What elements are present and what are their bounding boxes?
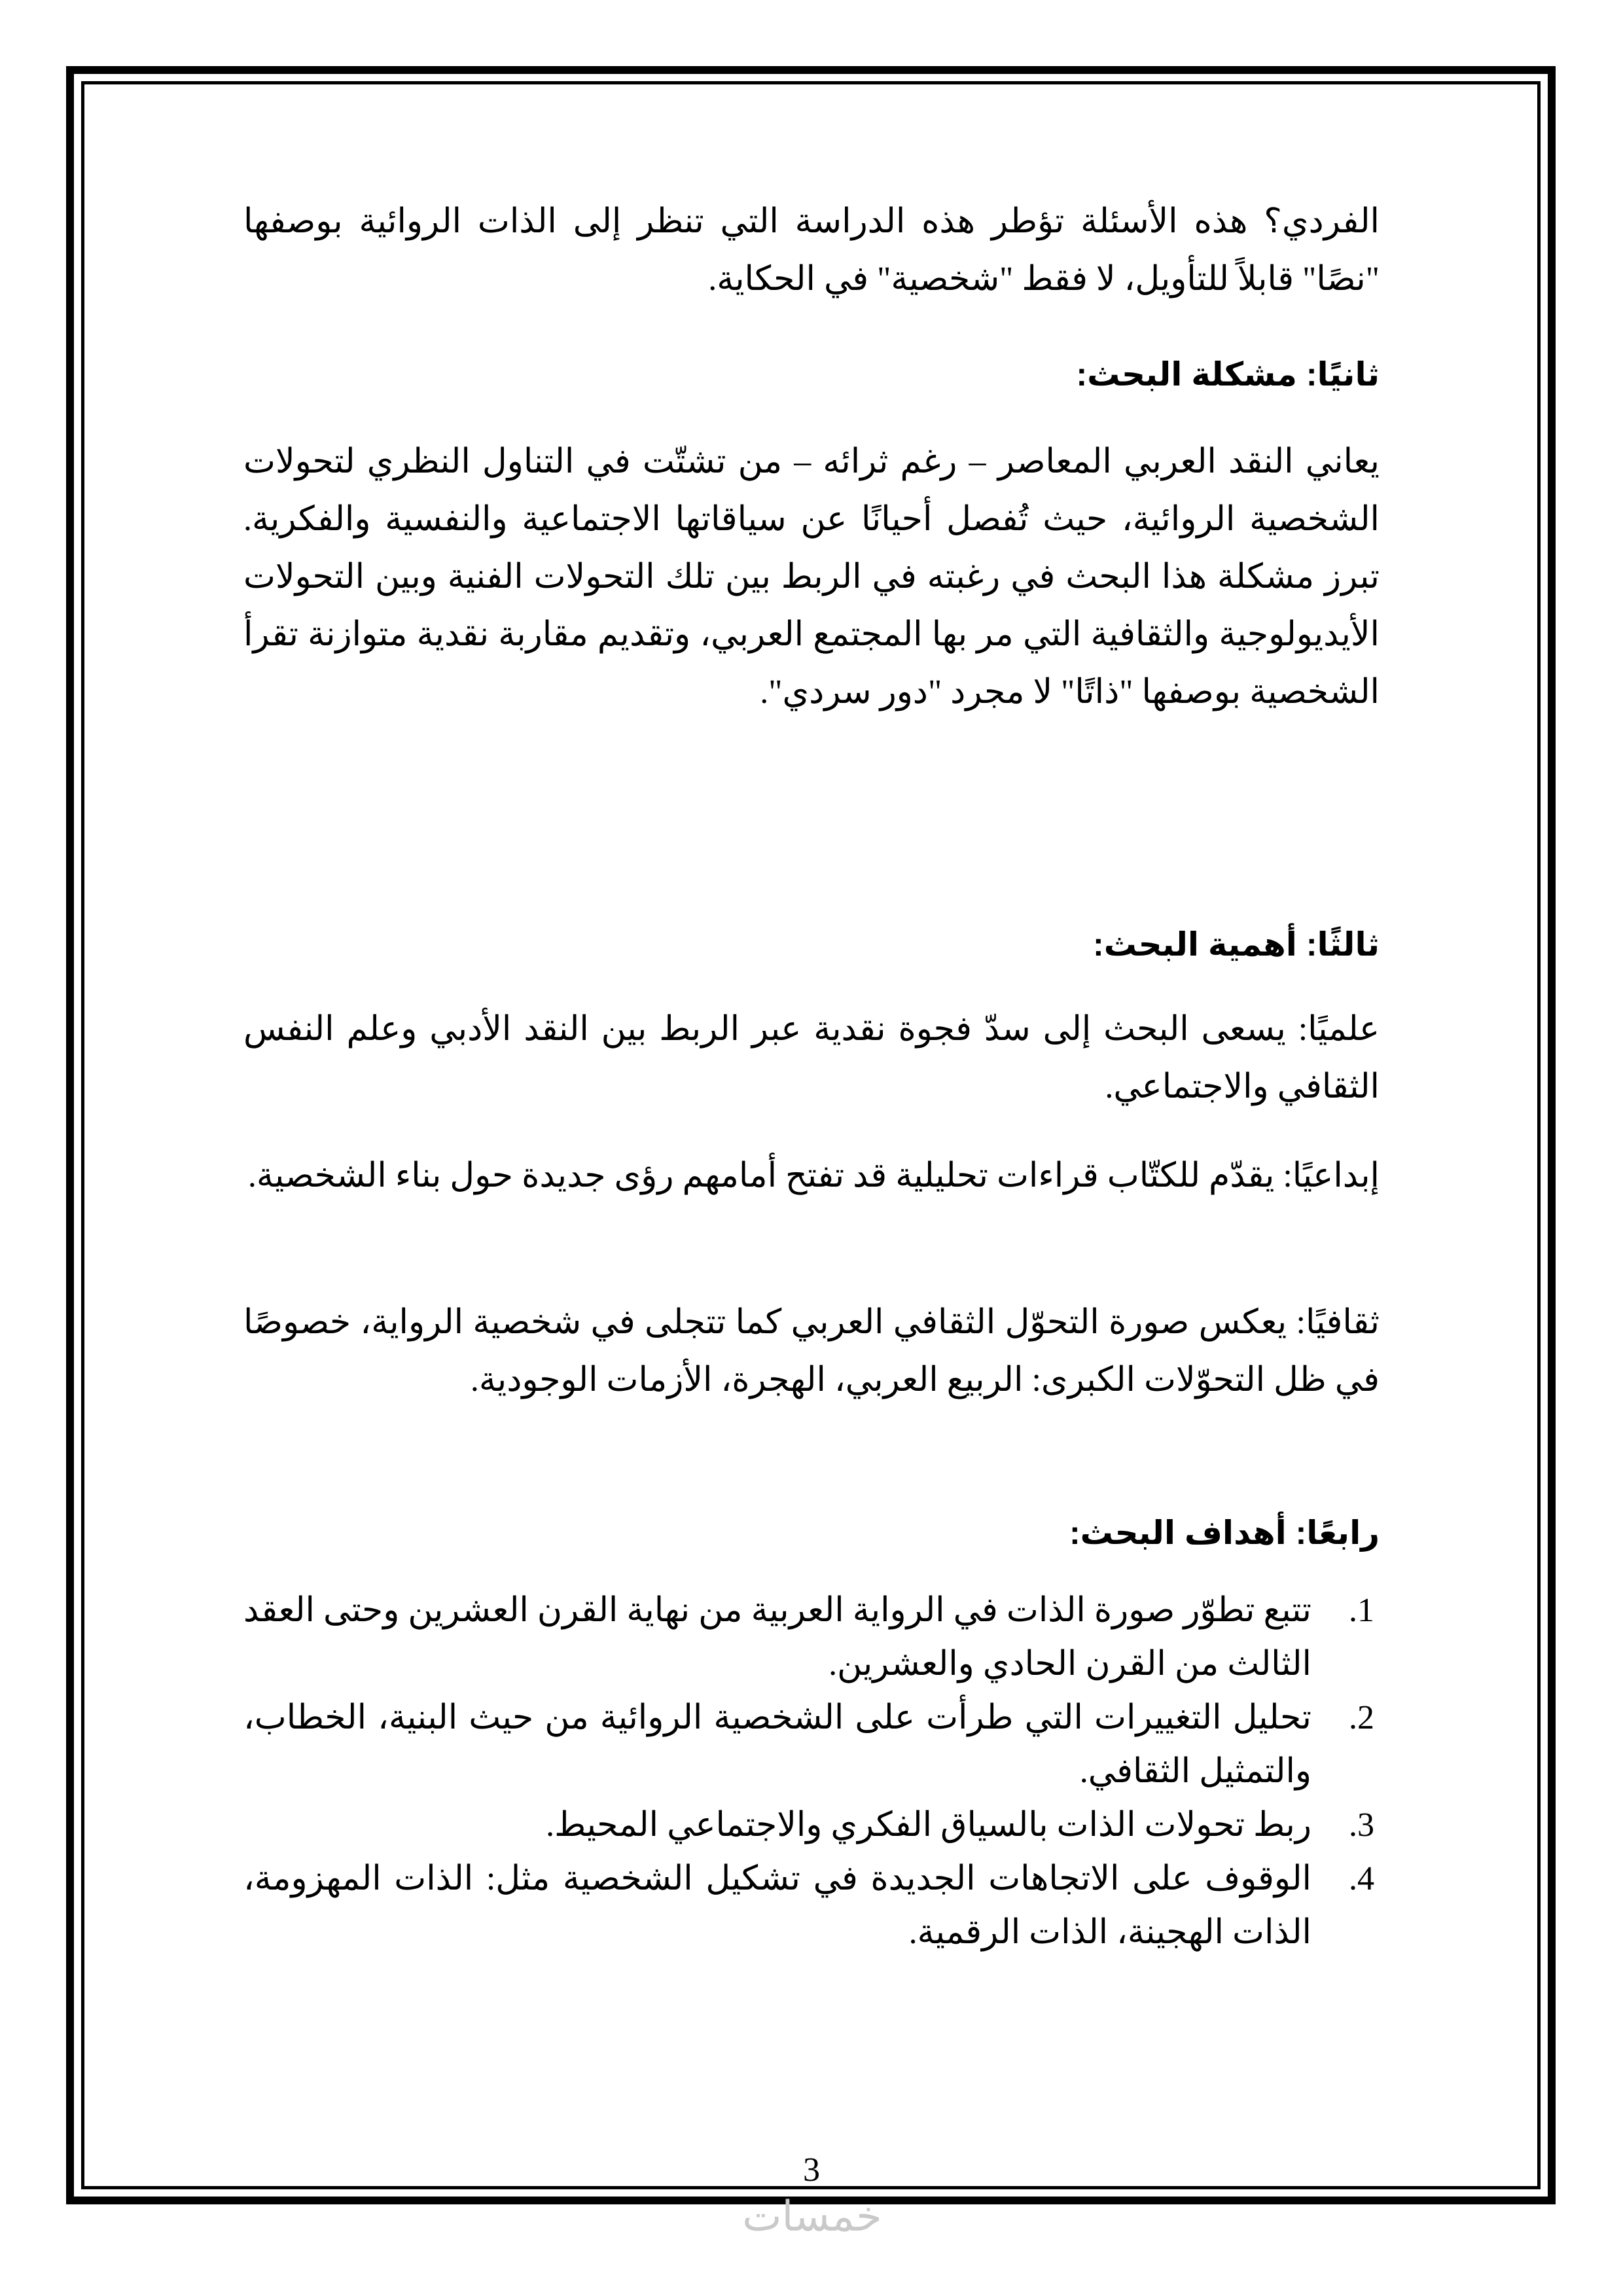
problem-paragraph: يعاني النقد العربي المعاصر – رغم ثرائه – من تشتّت في التناول النظري لتحولات الشخصية الروائية، حيث تُفصل أحيانًا عن سياقاتها الاجتماعية والنفسية والفكرية. تبرز مشكلة هذا البحث في رغبته في الربط بين تلك التحولات الفنية وبين التحولات الأيديولوجية والثقافية التي مر بها المجتمع العربي، وتقديم مقاربة نقدية متوازنة تقرأ الشخصية بوصفها "ذاتًا" لا مجرد "دور سردي". xyxy=(243,443,1380,711)
section-heading-importance: ثالثًا: أهمية البحث: xyxy=(1093,926,1380,963)
list-item xyxy=(243,1852,1380,1960)
importance-scientific: علميًا: يسعى البحث إلى سدّ فجوة نقدية عبر الربط بين النقد الأدبي وعلم النفس الثقافي والاجتماعي. xyxy=(243,1011,1380,1105)
list-text: تحليل التغييرات التي طرأت على الشخصية الروائية من حيث البنية، الخطاب، والتمثيل الثقافي. xyxy=(243,1699,1311,1790)
list-item xyxy=(243,1799,1380,1852)
list-number: 4. xyxy=(1349,1860,1374,1897)
list-number: 2. xyxy=(1349,1699,1374,1736)
section-heading-objectives: رابعًا: أهداف البحث: xyxy=(1069,1515,1380,1551)
list-text: الوقوف على الاتجاهات الجديدة في تشكيل الشخصية مثل: الذات المهزومة، الذات الهجينة، الذات الرقمية. xyxy=(243,1860,1311,1951)
importance-creative: إبداعيًا: يقدّم للكتّاب قراءات تحليلية قد تفتح أمامهم رؤى جديدة حول بناء الشخصية. xyxy=(247,1157,1380,1194)
watermark-logo: خمسات xyxy=(742,2193,882,2241)
objectives-list xyxy=(243,1584,1380,1960)
list-item xyxy=(243,1584,1380,1691)
list-text: ربط تحولات الذات بالسياق الفكري والاجتماعي المحيط. xyxy=(546,1806,1311,1844)
importance-cultural: ثقافيًا: يعكس صورة التحوّل الثقافي العربي كما تتجلى في شخصية الرواية، خصوصًا في ظل التحوّلات الكبرى: الربيع العربي، الهجرة، الأزمات الوجودية. xyxy=(243,1304,1380,1399)
list-text: تتبع تطوّر صورة الذات في الرواية العربية من نهاية القرن العشرين وحتى العقد الثالث من القرن الحادي والعشرين. xyxy=(243,1592,1311,1683)
page-number: 3 xyxy=(803,2151,820,2189)
intro-paragraph: الفردي؟ هذه الأسئلة تؤطر هذه الدراسة التي تنظر إلى الذات الروائية بوصفها "نصًا" قابلاً للتأويل، لا فقط "شخصية" في الحكاية. xyxy=(243,203,1380,298)
section-heading-problem: ثانيًا: مشكلة البحث: xyxy=(1076,356,1380,393)
list-item xyxy=(243,1691,1380,1799)
list-number: 1. xyxy=(1349,1592,1374,1629)
list-number: 3. xyxy=(1349,1806,1374,1844)
